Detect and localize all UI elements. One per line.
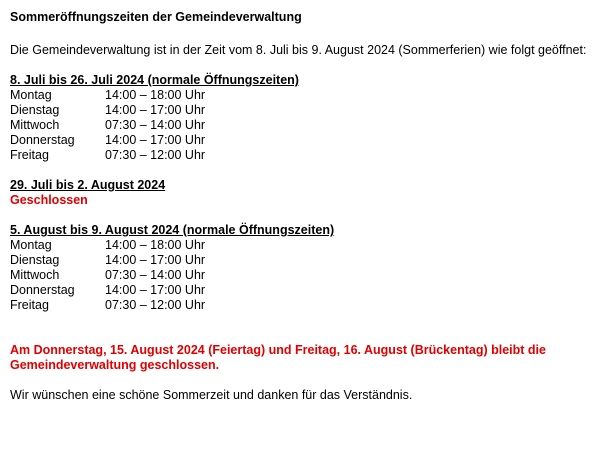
- time-value: 07:30 – 12:00 Uhr: [105, 148, 206, 162]
- hours-row-dienstag: [10, 253, 590, 268]
- hours-row-montag: [10, 88, 590, 103]
- day-label: Dienstag: [10, 103, 60, 117]
- holiday-notice: Am Donnerstag, 15. August 2024 (Feiertag) und Freitag, 16. August (Brückentag) bleibt die Gemeindeverwaltung geschlossen.: [10, 343, 546, 372]
- day-label: Freitag: [10, 148, 49, 162]
- hours-row-mittwoch: [10, 268, 590, 283]
- time-value: 07:30 – 14:00 Uhr: [105, 118, 206, 132]
- day-label: Freitag: [10, 298, 49, 312]
- hours-row-freitag: [10, 148, 590, 163]
- closed-label: Geschlossen: [10, 193, 88, 207]
- hours-row-dienstag: [10, 103, 590, 118]
- day-label: Montag: [10, 88, 52, 102]
- section-closed-period: [10, 178, 590, 208]
- section-first-period: [10, 73, 590, 163]
- section-heading: 8. Juli bis 26. Juli 2024 (normale Öffnungszeiten): [10, 73, 299, 87]
- intro-paragraph: Die Gemeindeverwaltung ist in der Zeit vom 8. Juli bis 9. August 2024 (Sommerferien) wie folgt geöffnet:: [10, 43, 587, 57]
- hours-row-donnerstag: [10, 283, 590, 298]
- day-label: Mittwoch: [10, 268, 60, 282]
- document-page: [10, 10, 590, 403]
- time-value: 14:00 – 17:00 Uhr: [105, 253, 206, 267]
- hours-row-freitag: [10, 298, 590, 313]
- time-value: 14:00 – 18:00 Uhr: [105, 88, 206, 102]
- section-heading: 5. August bis 9. August 2024 (normale Öffnungszeiten): [10, 223, 335, 237]
- day-label: Dienstag: [10, 253, 60, 267]
- hours-row-donnerstag: [10, 133, 590, 148]
- time-value: 14:00 – 17:00 Uhr: [105, 133, 206, 147]
- hours-row-mittwoch: [10, 118, 590, 133]
- time-value: 14:00 – 17:00 Uhr: [105, 103, 206, 117]
- section-heading: 29. Juli bis 2. August 2024: [10, 178, 166, 192]
- day-label: Donnerstag: [10, 283, 75, 297]
- time-value: 14:00 – 18:00 Uhr: [105, 238, 206, 252]
- time-value: 07:30 – 14:00 Uhr: [105, 268, 206, 282]
- time-value: 07:30 – 12:00 Uhr: [105, 298, 206, 312]
- section-last-period: [10, 223, 590, 313]
- document-title: Sommeröffnungszeiten der Gemeindeverwaltung: [10, 10, 302, 24]
- closing-paragraph: Wir wünschen eine schöne Sommerzeit und danken für das Verständnis.: [10, 388, 413, 402]
- day-label: Donnerstag: [10, 133, 75, 147]
- time-value: 14:00 – 17:00 Uhr: [105, 283, 206, 297]
- day-label: Montag: [10, 238, 52, 252]
- day-label: Mittwoch: [10, 118, 60, 132]
- hours-row-montag: [10, 238, 590, 253]
